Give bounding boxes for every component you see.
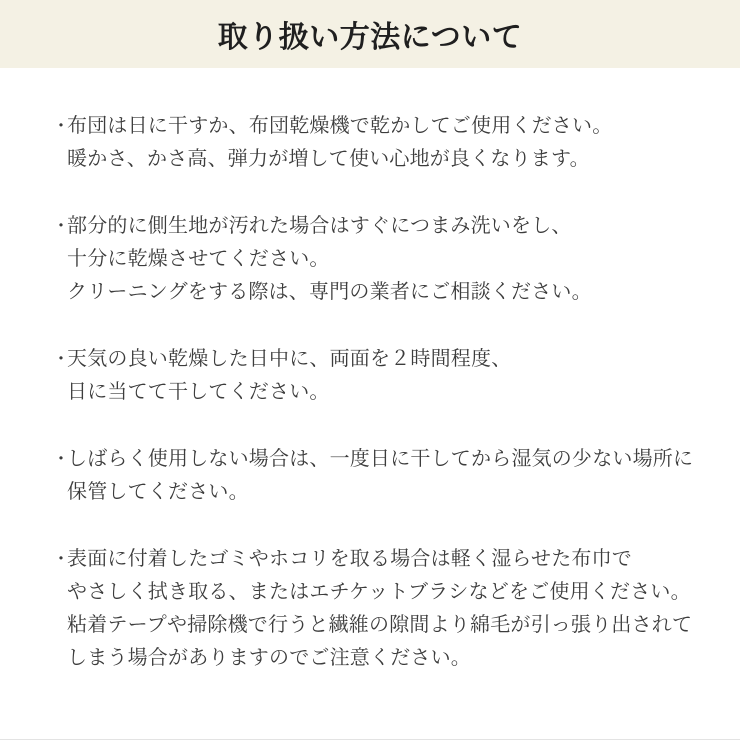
instruction-line: 暖かさ、かさ高、弾力が増して使い心地が良くなります。: [67, 148, 590, 170]
instruction-line: 天気の良い乾燥した日中に、両面を２時間程度、: [67, 348, 512, 370]
bullet-marker: ・: [52, 116, 70, 136]
instruction-line: しまう場合がありますのでご注意ください。: [67, 647, 471, 669]
instruction-line: やさしく拭き取る、またはエチケットブラシなどをご使用ください。: [67, 581, 691, 603]
bullet-marker: ・: [52, 349, 70, 369]
list-item: [52, 443, 704, 509]
instruction-text: [67, 343, 704, 409]
instruction-text: [67, 110, 704, 176]
list-item: [52, 343, 704, 409]
bullet-marker: ・: [52, 216, 70, 236]
list-item: [52, 110, 704, 176]
instructions-list: [0, 68, 740, 675]
instruction-line: クリーニングをする際は、専門の業者にご相談ください。: [67, 281, 592, 303]
instruction-text: [67, 210, 704, 309]
instruction-line: しばらく使用しない場合は、一度日に干してから湿気の少ない場所に: [67, 448, 694, 470]
instruction-line: 保管してください。: [67, 481, 249, 503]
page-title: 取り扱い方法について: [217, 21, 523, 54]
bullet-marker: ・: [52, 549, 70, 569]
instruction-line: 布団は日に干すか、布団乾燥機で乾かしてご使用ください。: [67, 115, 613, 137]
bullet-marker: ・: [52, 449, 70, 469]
instruction-line: 表面に付着したゴミやホコリを取る場合は軽く湿らせた布巾で: [67, 548, 632, 570]
list-item: [52, 543, 704, 675]
list-item: [52, 210, 704, 309]
instruction-line: 粘着テープや掃除機で行うと繊維の隙間より綿毛が引っ張り出されて: [67, 614, 693, 636]
instruction-text: [67, 443, 704, 509]
instruction-text: [67, 543, 704, 675]
instruction-line: 部分的に側生地が汚れた場合はすぐにつまみ洗いをし、: [67, 215, 572, 237]
page-header: [0, 0, 740, 68]
instruction-line: 日に当てて干してください。: [67, 381, 330, 403]
instruction-line: 十分に乾燥させてください。: [67, 248, 330, 270]
